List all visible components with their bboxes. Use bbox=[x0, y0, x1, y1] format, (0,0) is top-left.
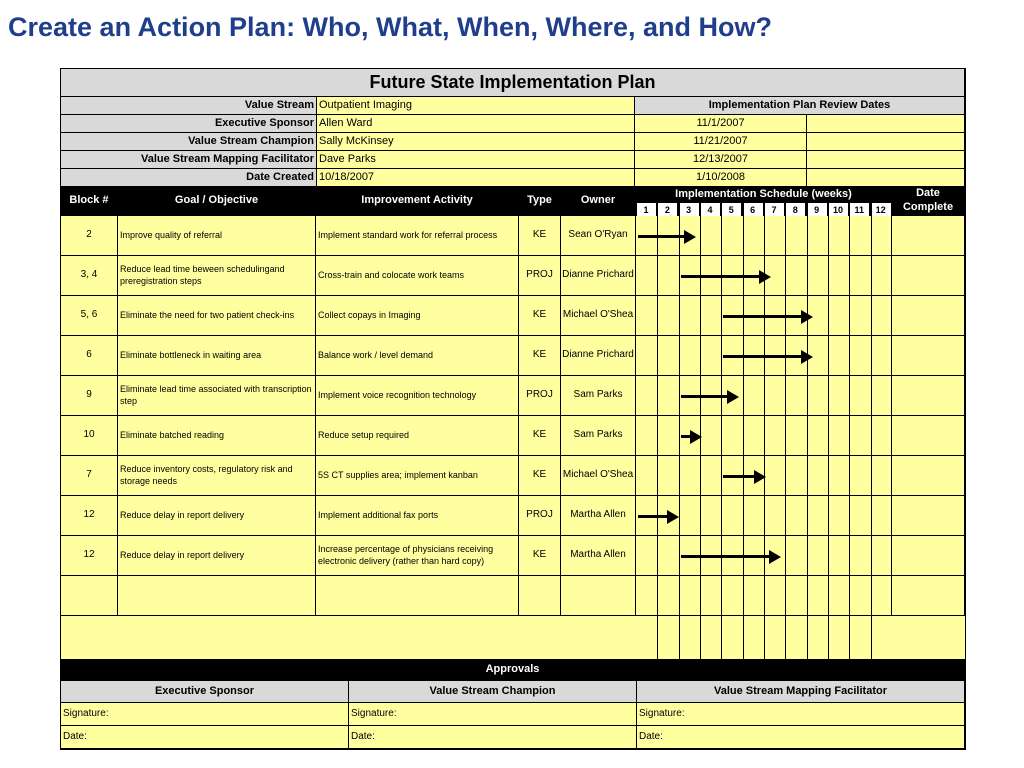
cell-goal: Reduce inventory costs, regulatory risk and storage needs bbox=[118, 456, 316, 496]
arrow-shaft bbox=[638, 515, 669, 518]
arrow-head-icon bbox=[801, 310, 813, 324]
cell-date-complete[interactable] bbox=[892, 536, 965, 576]
cell-block: 5, 6 bbox=[61, 296, 118, 336]
cell-block: 12 bbox=[61, 536, 118, 576]
cell-type: PROJ bbox=[519, 496, 561, 536]
week-header: 6 bbox=[744, 203, 763, 216]
cell-activity: 5S CT supplies area; implement kanban bbox=[316, 456, 519, 496]
week-header: 9 bbox=[808, 203, 827, 216]
cell-activity: Reduce setup required bbox=[316, 416, 519, 456]
cell-goal: Reduce delay in report delivery bbox=[118, 496, 316, 536]
info-label-executive-sponsor: Executive Sponsor bbox=[61, 115, 317, 133]
cell-block: 3, 4 bbox=[61, 256, 118, 296]
signature-field[interactable]: Signature: bbox=[61, 703, 349, 726]
cell-owner: Martha Allen bbox=[561, 536, 636, 576]
plan-title: Future State Implementation Plan bbox=[61, 69, 965, 97]
col-header-type: Type bbox=[519, 187, 561, 216]
arrow-head-icon bbox=[667, 510, 679, 524]
schedule-arrow bbox=[681, 388, 739, 404]
date-field[interactable]: Date: bbox=[61, 726, 349, 749]
cell-activity: Cross-train and colocate work teams bbox=[316, 256, 519, 296]
week-header: 12 bbox=[872, 203, 891, 216]
schedule-arrow bbox=[681, 268, 771, 284]
review-date-blank bbox=[807, 115, 965, 133]
info-value-executive-sponsor: Allen Ward bbox=[317, 115, 635, 133]
info-value-facilitator: Dave Parks bbox=[317, 151, 635, 169]
col-header-activity: Improvement Activity bbox=[316, 187, 519, 216]
cell-goal: Eliminate batched reading bbox=[118, 416, 316, 456]
cell-date-complete[interactable] bbox=[892, 496, 965, 536]
week-header: 3 bbox=[680, 203, 699, 216]
info-value-value-stream-champion: Sally McKinsey bbox=[317, 133, 635, 151]
week-header: 4 bbox=[701, 203, 720, 216]
cell-goal: Eliminate lead time associated with transcription step bbox=[118, 376, 316, 416]
review-date: 12/13/2007 bbox=[635, 151, 807, 169]
schedule-arrow bbox=[723, 308, 813, 324]
cell-date-complete[interactable] bbox=[892, 296, 965, 336]
col-header-block: Block # bbox=[61, 187, 118, 216]
review-date-blank bbox=[807, 169, 965, 187]
review-date-blank bbox=[807, 133, 965, 151]
cell-type: PROJ bbox=[519, 376, 561, 416]
cell-date-complete[interactable] bbox=[892, 576, 965, 616]
arrow-shaft bbox=[723, 475, 756, 478]
info-label-facilitator: Value Stream Mapping Facilitator bbox=[61, 151, 317, 169]
cell-date-complete[interactable] bbox=[892, 376, 965, 416]
cell-type: KE bbox=[519, 536, 561, 576]
cell-block: 2 bbox=[61, 216, 118, 256]
col-header-date-complete: Date Complete bbox=[892, 187, 965, 216]
info-label-value-stream: Value Stream bbox=[61, 97, 317, 115]
col-header-goal: Goal / Objective bbox=[118, 187, 316, 216]
cell-activity bbox=[316, 576, 519, 616]
cell-type: KE bbox=[519, 216, 561, 256]
approvals-title: Approvals bbox=[61, 659, 965, 681]
week-gridline bbox=[785, 216, 786, 659]
cell-activity: Balance work / level demand bbox=[316, 336, 519, 376]
week-gridline bbox=[679, 216, 680, 659]
date-field[interactable]: Date: bbox=[349, 726, 637, 749]
approval-col-facilitator: Value Stream Mapping Facilitator bbox=[637, 681, 965, 703]
cell-owner: Dianne Prichard bbox=[561, 256, 636, 296]
week-header: 8 bbox=[786, 203, 805, 216]
cell-type: KE bbox=[519, 416, 561, 456]
review-date: 1/10/2008 bbox=[635, 169, 807, 187]
cell-date-complete[interactable] bbox=[892, 216, 965, 256]
schedule-arrow bbox=[638, 228, 696, 244]
week-gridline bbox=[807, 216, 808, 659]
cell-activity: Implement additional fax ports bbox=[316, 496, 519, 536]
arrow-head-icon bbox=[754, 470, 766, 484]
cell-owner: Sam Parks bbox=[561, 376, 636, 416]
info-label-value-stream-champion: Value Stream Champion bbox=[61, 133, 317, 151]
arrow-shaft bbox=[638, 235, 686, 238]
cell-activity: Increase percentage of physicians receiving electronic delivery (rather than hard copy) bbox=[316, 536, 519, 576]
signature-field[interactable]: Signature: bbox=[637, 703, 965, 726]
cell-type: KE bbox=[519, 336, 561, 376]
schedule-arrow bbox=[681, 428, 703, 444]
week-gridline bbox=[849, 216, 850, 659]
schedule-arrow bbox=[681, 548, 782, 564]
arrow-head-icon bbox=[759, 270, 771, 284]
arrow-shaft bbox=[681, 395, 729, 398]
schedule-arrow bbox=[723, 468, 766, 484]
signature-field[interactable]: Signature: bbox=[349, 703, 637, 726]
cell-owner: Sam Parks bbox=[561, 416, 636, 456]
arrow-shaft bbox=[681, 555, 772, 558]
week-gridline bbox=[828, 216, 829, 659]
cell-activity: Collect copays in Imaging bbox=[316, 296, 519, 336]
review-date-blank bbox=[807, 151, 965, 169]
arrow-head-icon bbox=[690, 430, 702, 444]
cell-owner: Michael O'Shea bbox=[561, 296, 636, 336]
week-gridline bbox=[657, 216, 658, 659]
arrow-head-icon bbox=[801, 350, 813, 364]
cell-date-complete[interactable] bbox=[892, 336, 965, 376]
review-date: 11/1/2007 bbox=[635, 115, 807, 133]
info-value-value-stream: Outpatient Imaging bbox=[317, 97, 635, 115]
cell-block: 12 bbox=[61, 496, 118, 536]
week-gridline bbox=[871, 216, 872, 659]
cell-goal bbox=[118, 576, 316, 616]
col-header-schedule: Implementation Schedule (weeks) bbox=[636, 187, 892, 203]
review-dates-title: Implementation Plan Review Dates bbox=[635, 97, 965, 115]
cell-block: 6 bbox=[61, 336, 118, 376]
cell-goal: Eliminate the need for two patient check-ins bbox=[118, 296, 316, 336]
cell-block: 7 bbox=[61, 456, 118, 496]
cell-goal: Improve quality of referral bbox=[118, 216, 316, 256]
approval-col-value-stream-champion: Value Stream Champion bbox=[349, 681, 637, 703]
cell-type: PROJ bbox=[519, 256, 561, 296]
cell-type: KE bbox=[519, 456, 561, 496]
cell-goal: Reduce lead time beween schedulingand preregistration steps bbox=[118, 256, 316, 296]
arrow-head-icon bbox=[727, 390, 739, 404]
arrow-shaft bbox=[681, 275, 761, 278]
cell-date-complete[interactable] bbox=[892, 416, 965, 456]
cell-goal: Reduce delay in report delivery bbox=[118, 536, 316, 576]
week-header: 2 bbox=[658, 203, 677, 216]
arrow-shaft bbox=[723, 355, 803, 358]
schedule-arrow bbox=[723, 348, 813, 364]
col-header-owner: Owner bbox=[561, 187, 636, 216]
review-date: 11/21/2007 bbox=[635, 133, 807, 151]
cell-block: 10 bbox=[61, 416, 118, 456]
date-field[interactable]: Date: bbox=[637, 726, 965, 749]
cell-date-complete[interactable] bbox=[892, 456, 965, 496]
week-header: 1 bbox=[637, 203, 656, 216]
arrow-head-icon bbox=[769, 550, 781, 564]
week-header: 7 bbox=[765, 203, 784, 216]
cell-owner: Michael O'Shea bbox=[561, 456, 636, 496]
cell-date-complete[interactable] bbox=[892, 256, 965, 296]
slide-title: Create an Action Plan: Who, What, When, Where, and How? bbox=[8, 12, 773, 42]
cell-owner: Sean O'Ryan bbox=[561, 216, 636, 256]
info-label-date-created: Date Created bbox=[61, 169, 317, 187]
week-header: 5 bbox=[722, 203, 741, 216]
info-value-date-created: 10/18/2007 bbox=[317, 169, 635, 187]
cell-goal: Eliminate bottleneck in waiting area bbox=[118, 336, 316, 376]
cell-type bbox=[519, 576, 561, 616]
week-header: 10 bbox=[829, 203, 848, 216]
cell-activity: Implement standard work for referral process bbox=[316, 216, 519, 256]
cell-block bbox=[61, 576, 118, 616]
cell-owner: Dianne Prichard bbox=[561, 336, 636, 376]
cell-block: 9 bbox=[61, 376, 118, 416]
cell-type: KE bbox=[519, 296, 561, 336]
approval-col-executive-sponsor: Executive Sponsor bbox=[61, 681, 349, 703]
cell-owner: Martha Allen bbox=[561, 496, 636, 536]
schedule-arrow bbox=[638, 508, 679, 524]
cell-activity: Implement voice recognition technology bbox=[316, 376, 519, 416]
week-header: 11 bbox=[850, 203, 869, 216]
arrow-head-icon bbox=[684, 230, 696, 244]
implementation-plan-form bbox=[60, 68, 966, 750]
cell-owner bbox=[561, 576, 636, 616]
arrow-shaft bbox=[723, 315, 803, 318]
